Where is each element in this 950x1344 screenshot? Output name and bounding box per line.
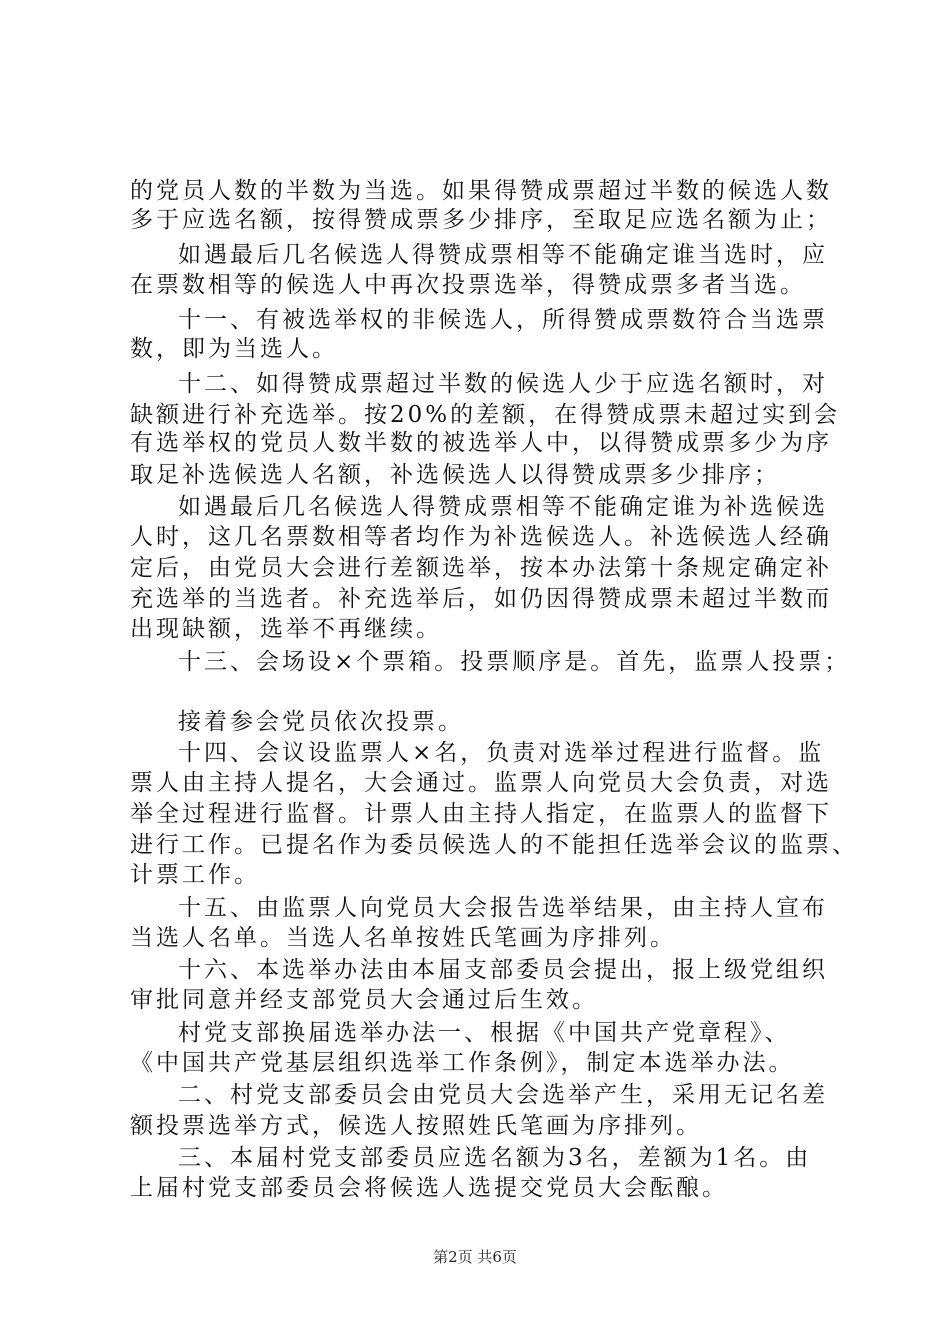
body-line: 在票数相等的候选人中再次投票选举，得赞成票多者当选。 xyxy=(130,272,806,298)
body-line: 十五、由监票人向党员大会报告选举结果，由主持人宣布 xyxy=(178,895,828,921)
body-line: 充选举的当选者。补充选举后，如仍因得赞成票未超过半数而 xyxy=(130,586,832,612)
body-line: 数，即为当选人。 xyxy=(130,336,338,362)
body-line: 的党员人数的半数为当选。如果得赞成票超过半数的候选人数 xyxy=(130,178,832,204)
body-line: 十四、会议设监票人×名，负责对选举过程进行监督。监 xyxy=(178,740,825,766)
body-line: 二、村党支部委员会由党员大会选举产生，采用无记名差 xyxy=(178,1082,828,1108)
body-line: 进行工作。已提名作为委员候选人的不能担任选举会议的监票、 xyxy=(130,832,858,858)
body-line: 十一、有被选举权的非候选人，所得赞成票数符合当选票 xyxy=(178,307,828,333)
page-footer: 第2页 共6页 xyxy=(433,1248,517,1266)
body-line: 如遇最后几名候选人得赞成票相等不能确定谁当选时，应 xyxy=(178,242,828,268)
body-line: 计票工作。 xyxy=(130,862,260,888)
body-line: 村党支部换届选举办法一、根据《中国共产党章程》、 xyxy=(178,1020,791,1046)
body-line: 上届村党支部委员会将候选人选提交党员大会酝酿。 xyxy=(130,1175,728,1201)
body-line: 十三、会场设×个票箱。投票顺序是。首先，监票人投票； xyxy=(178,649,851,675)
body-line: 多于应选名额，按得赞成票多少排序，至取足应选名额为止； xyxy=(130,207,832,233)
body-line: 缺额进行补充选举。按20%的差额，在得赞成票未超过实到会 xyxy=(130,402,841,428)
body-line: 定后，由党员大会进行差额选举，按本办法第十条规定确定补 xyxy=(130,555,832,581)
body-line: 三、本届村党支部委员应选名额为3名，差额为1名。由 xyxy=(178,1145,812,1171)
body-line: 取足补选候选人名额，补选候选人以得赞成票多少排序； xyxy=(130,462,780,488)
body-line: 票人由主持人提名，大会通过。监票人向党员大会负责，对选 xyxy=(130,770,832,796)
body-line: 《中国共产党基层组织选举工作条例》，制定本选举办法。 xyxy=(130,1050,795,1076)
body-line: 十六、本选举办法由本届支部委员会提出，报上级党组织 xyxy=(178,957,828,983)
body-line: 如遇最后几名候选人得赞成票相等不能确定谁为补选候选 xyxy=(178,494,828,520)
body-line: 有选举权的党员人数半数的被选举人中，以得赞成票多少为序 xyxy=(130,430,832,456)
body-line: 十二、如得赞成票超过半数的候选人少于应选名额时，对 xyxy=(178,371,828,397)
body-line: 举全过程进行监督。计票人由主持人指定，在监票人的监督下 xyxy=(130,801,832,827)
body-line: 审批同意并经支部党员大会通过后生效。 xyxy=(130,987,598,1013)
body-line: 人时，这几名票数相等者均作为补选候选人。补选候选人经确 xyxy=(130,524,832,550)
body-line: 接着参会党员依次投票。 xyxy=(178,709,464,735)
body-line: 出现缺额，选举不再继续。 xyxy=(130,616,442,642)
body-line: 额投票选举方式，候选人按照姓氏笔画为序排列。 xyxy=(130,1113,702,1139)
body-line: 当选人名单。当选人名单按姓氏笔画为序排列。 xyxy=(130,925,676,951)
